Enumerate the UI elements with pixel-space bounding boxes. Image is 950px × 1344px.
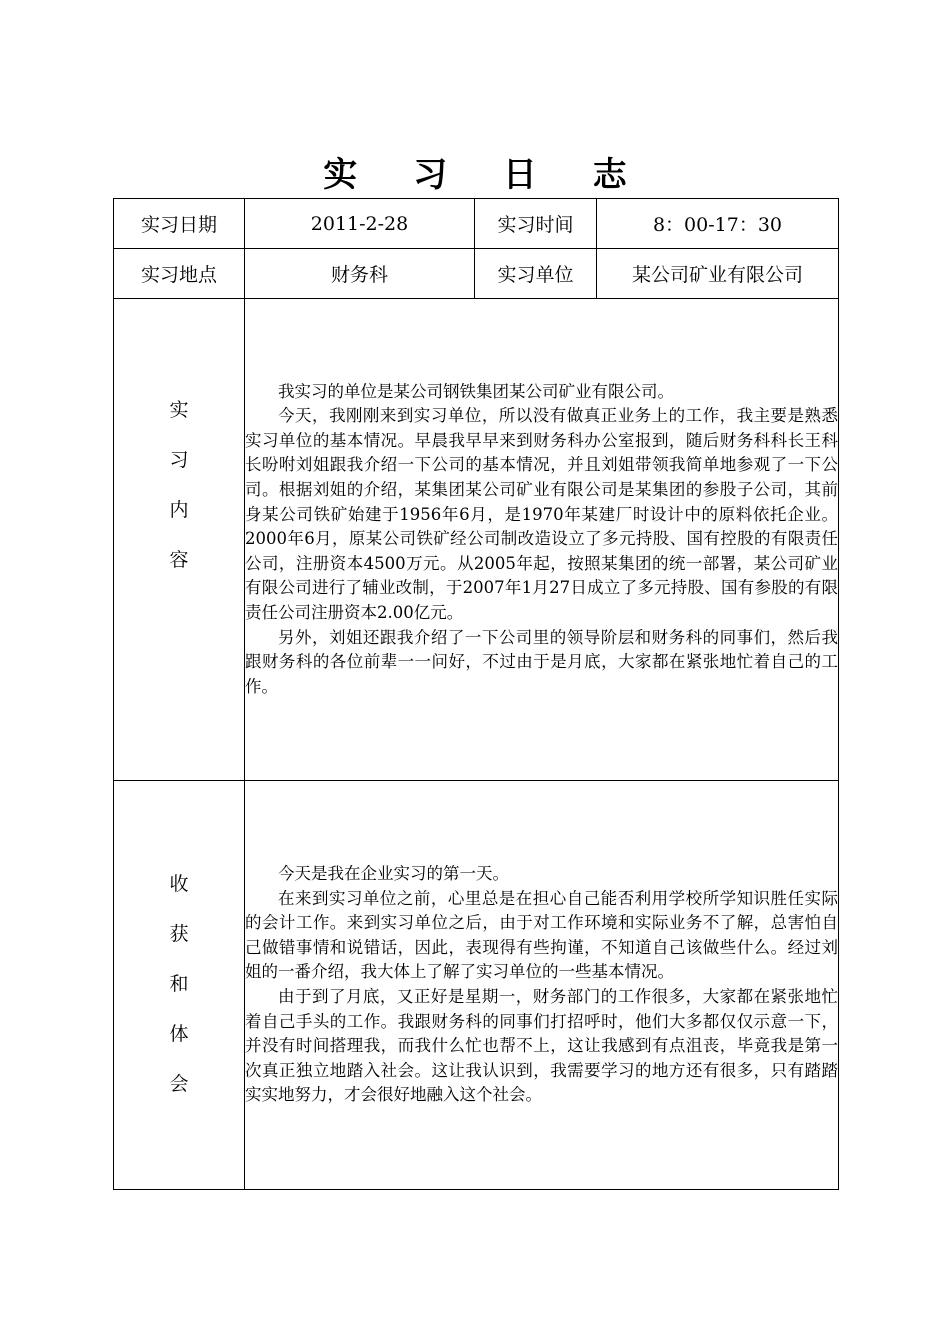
place-value: 财务科 [245, 249, 475, 299]
gains-paragraph: 由于到了月底，又正好是星期一，财务部门的工作很多，大家都在紧张地忙着自己手头的工作。我跟财务科的同事们打招呼时，他们大多都仅仅示意一下，并没有时间搭理我，而我什么忙也帮不上，这让我感到有点沮丧，毕竟我是第一次真正独立地踏入社会。这让我认识到，我需要学习的地方还有很多，只有踏踏实实地努力，才会很好地融入这个社会。 [245, 987, 838, 1105]
gains-label-char: 收 [169, 873, 189, 895]
page-title: 实 习 日 志 [323, 155, 649, 195]
gains-label-char: 获 [169, 923, 189, 945]
content-body [245, 299, 839, 781]
time-value: 8：00-17：30 [597, 199, 839, 249]
content-paragraph: 另外，刘姐还跟我介绍了一下公司里的领导阶层和财务科的同事们，然后我跟财务科的各位前辈一一问好，不过由于是月底，大家都在紧张地忙着自己的工作。 [245, 627, 838, 696]
gains-label-char: 会 [169, 1073, 189, 1095]
content-label-char: 内 [169, 498, 189, 521]
content-label-char: 习 [169, 448, 189, 471]
date-row [114, 199, 839, 249]
gains-body [245, 781, 839, 1190]
unit-label: 实习单位 [475, 249, 597, 299]
date-value: 2011-2-28 [245, 199, 475, 249]
gains-label-char: 体 [169, 1023, 189, 1045]
gains-row [114, 781, 839, 1190]
content-paragraph: 今天，我刚刚来到实习单位，所以没有做真正业务上的工作，我主要是熟悉实习单位的基本情况。早晨我早早来到财务科办公室报到，随后财务科科长王科长吩咐刘姐跟我介绍一下公司的基本情况，并且刘姐带领我简单地参观了一下公司。根据刘姐的介绍，某集团某公司矿业有限公司是某集团的参股子公司，其前身某公司铁矿始建于1956年6月，是1970年某建厂时设计中的原料依托企业。2000年6月，原某公司铁矿经公司制改造设立了多元持股、国有控股的有限责任公司，注册资本4500万元。从2005年起，按照某集团的统一部署，某公司矿业有限公司进行了辅业改制，于2007年1月27日成立了多元持股、国有参股的有限责任公司注册资本2.00亿元。 [245, 406, 838, 622]
date-label: 实习日期 [114, 199, 245, 249]
content-paragraph: 我实习的单位是某公司钢铁集团某公司矿业有限公司。 [278, 381, 674, 401]
internship-log-table [113, 198, 839, 1190]
place-label: 实习地点 [114, 249, 245, 299]
content-row [114, 299, 839, 781]
gains-label-char: 和 [169, 973, 189, 995]
content-label [114, 299, 245, 781]
content-label-char: 实 [169, 398, 189, 421]
time-label: 实习时间 [475, 199, 597, 249]
place-row [114, 249, 839, 299]
unit-value: 某公司矿业有限公司 [597, 249, 839, 299]
gains-paragraph: 在来到实习单位之前，心里总是在担心自己能否利用学校所学知识胜任实际的会计工作。来到实习单位之后，由于对工作环境和实际业务不了解，总害怕自己做错事情和说错话，因此，表现得有些拘谨，不知道自己该做些什么。经过刘姐的一番介绍，我大体上了解了实习单位的一些基本情况。 [245, 888, 838, 982]
content-label-char: 容 [169, 548, 189, 571]
gains-paragraph: 今天是我在企业实习的第一天。 [278, 864, 509, 884]
gains-label [114, 781, 245, 1190]
